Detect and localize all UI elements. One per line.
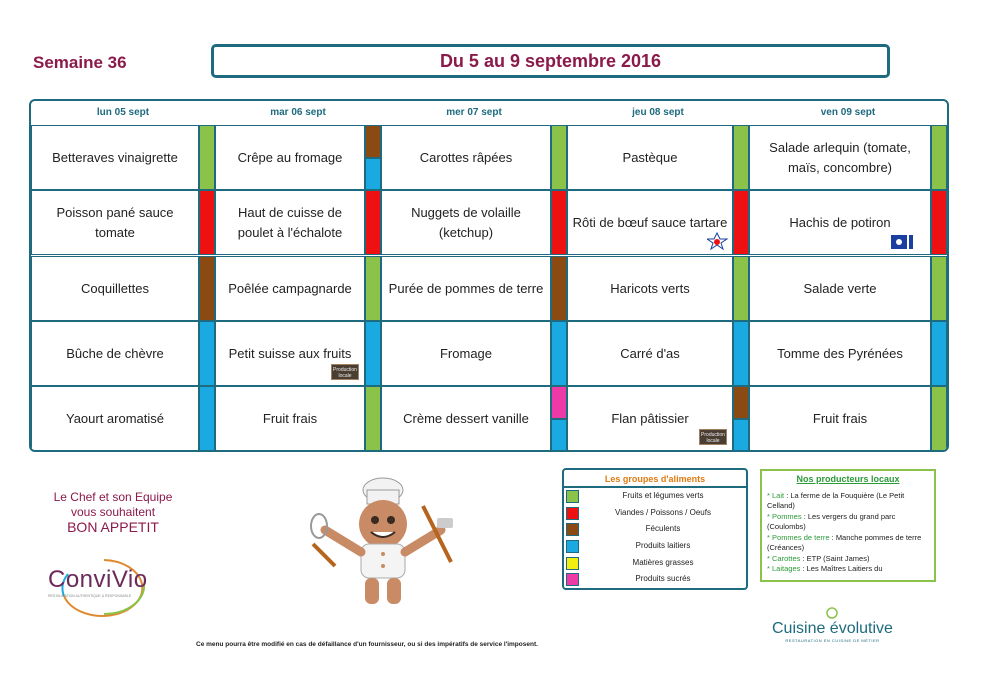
convivio-tagline: RESTAURATION AUTHENTIQUE & RESPONSABLE [48,594,132,598]
food-group-strip-vegetables [365,386,381,451]
food-group-strip-meat [365,190,381,255]
menu-item-label: Fruit frais [812,410,868,426]
producer-product: Laitages [772,564,801,573]
origin-label-icon [707,231,729,251]
menu-item-label: Poisson pané sauce tomate [56,205,174,240]
food-group-strip-meat [733,190,749,255]
menu-item [31,256,199,321]
legend-label: Viandes / Poissons / Oeufs [615,507,711,517]
day-header: mer 07 sept [446,107,502,118]
production-locale-badge: Production locale [699,429,727,445]
producer-item [767,554,929,565]
legend-swatch [566,490,579,503]
legend-title: Les groupes d'aliments [564,470,746,488]
convivio-name: ConviVio [48,566,148,593]
separator: : [800,564,807,573]
menu-item [381,321,551,386]
food-group-strip-dairy [733,321,749,386]
menu-item [381,386,551,451]
menu-item-label: Haricots verts [610,280,690,296]
legend-swatch [566,523,579,536]
legend-label: Féculents [645,524,681,534]
menu-item-label: Flan pâtissier [611,410,689,426]
producer-item [767,564,929,575]
legend-label: Produits laitiers [635,541,691,551]
menu-item-label: Tomme des Pyrénées [777,345,903,361]
menu-item-label: Fromage [439,345,493,361]
legend-label: Fruits et légumes verts [622,491,704,500]
menu-item [215,125,365,190]
food-group-strip-meat [199,190,215,255]
menu-item-label: Poêlée campagnarde [228,280,352,296]
food-group-strip-starches [365,125,381,158]
menu-item [215,190,365,255]
menu-item-label: Carré d'as [620,345,680,361]
food-group-strip-starches [199,256,215,321]
producer-item [767,512,929,533]
producer-name: Les vergers du grand parc (Coulombs) [767,511,896,531]
menu-item [215,386,365,451]
date-range-title: Du 5 au 9 septembre 2016 [211,44,890,78]
menu-item [567,125,733,190]
food-group-strip-dairy [365,158,381,191]
bullet-icon: * [767,511,773,521]
day-header: mar 06 sept [270,107,326,118]
chef-greeting-line3: BON APPETIT [67,519,159,535]
chef-greeting [38,490,188,535]
legend-item [564,488,746,505]
separator: : [801,511,808,521]
producer-name: ETP (Saint James) [806,553,870,563]
menu-item-label: Petit suisse aux fruits [228,345,352,361]
cuisine-evolutive-logo [772,606,893,643]
menu-item [749,321,931,386]
menu-item [31,190,199,255]
food-group-strip-starches [733,386,749,419]
food-group-strip-dairy [931,321,947,386]
bullet-icon: * [767,553,773,563]
menu-item-label: Rôti de bœuf sauce tartare [572,214,728,230]
menu-item-label: Bûche de chèvre [66,345,164,361]
food-group-strip-vegetables [931,256,947,321]
producer-name: Manche pommes de terre (Créances) [767,532,922,552]
chef-mascot-icon [305,466,460,608]
origin-label-icon [891,231,913,251]
menu-item-label: Hachis de potiron [789,214,891,230]
legend-label: Produits sucrés [635,574,691,584]
menu-item-label: Coquillettes [81,280,149,296]
food-group-strip-meat [931,190,947,255]
menu-item-label: Salade arlequin (tomate, maïs, concombre) [769,140,911,175]
menu-item-label: Carottes râpées [419,149,513,165]
legend-label: Matières grasses [632,557,694,567]
food-group-strip-vegetables [199,125,215,190]
food-groups-legend [562,468,748,590]
day-header: lun 05 sept [96,107,150,118]
food-group-strip-dairy [551,321,567,386]
legend-item [564,505,746,522]
food-group-strip-meat [551,190,567,255]
menu-item [381,190,551,255]
producer-item [767,533,929,554]
menu-item [31,386,199,451]
food-group-strip-dairy [199,321,215,386]
separator: : [784,490,791,500]
footer-note: Ce menu pourra être modifié en cas de défaillance d'un fournisseur, ou si des impératifs de service l'imposent. [196,641,538,648]
food-group-strip-starches [551,256,567,321]
producer-item [767,491,929,512]
bullet-icon: * [767,532,773,542]
legend-swatch [566,507,579,520]
menu-item [749,386,931,451]
menu-item-label: Pastèque [622,149,678,165]
food-group-strip-dairy [199,386,215,451]
bullet-icon: * [767,564,773,573]
menu-item [381,256,551,321]
producers-title: Nos producteurs locaux [796,474,900,484]
legend-item [564,538,746,555]
production-locale-badge: Production locale [331,364,359,380]
menu-item-label: Salade verte [803,280,877,296]
producer-product: Lait [772,490,785,500]
menu-item [31,321,199,386]
convivio-logo [48,566,148,598]
bullet-icon: * [767,490,773,500]
food-group-strip-vegetables [931,386,947,451]
producer-product: Pommes [772,511,802,521]
menu-item-label: Crêpe au fromage [237,149,343,165]
producer-name: La ferme de la Fouquière (Le Petit Celland) [767,490,905,510]
food-group-strip-dairy [733,419,749,452]
cuisine-tagline: RESTAURATION EN CUISINE DE MÉTIER [785,638,880,643]
menu-item [31,125,199,190]
menu-item [749,125,931,190]
food-group-strip-vegetables [733,125,749,190]
food-group-strip-dairy [365,321,381,386]
chef-greeting-line1: Le Chef et son Equipe [53,490,173,504]
week-label: Semaine 36 [33,53,127,72]
food-group-strip-vegetables [365,256,381,321]
menu-item-label: Yaourt aromatisé [65,410,165,426]
menu-item-label: Betteraves vinaigrette [52,149,178,165]
cuisine-leaf-icon [817,606,847,620]
legend-swatch [566,557,579,570]
menu-item [567,321,733,386]
menu-item-label: Haut de cuisse de poulet à l'échalote [237,205,343,240]
food-group-strip-vegetables [733,256,749,321]
menu-item-label: Fruit frais [262,410,318,426]
menu-item [215,256,365,321]
chef-greeting-line2: vous souhaitent [70,505,156,519]
legend-item [564,571,746,588]
legend-item [564,555,746,572]
local-producers-box [760,469,936,582]
menu-item-label: Purée de pommes de terre [388,280,544,296]
separator: : [829,532,836,542]
weekly-menu-table [29,99,949,452]
producer-product: Carottes [772,553,801,563]
menu-item [749,256,931,321]
legend-swatch [566,573,579,586]
producer-name: Les Maîtres Laitiers du [806,564,883,573]
producer-product: Pommes de terre [772,532,830,542]
menu-item-label: Nuggets de volaille (ketchup) [411,205,521,240]
menu-item [567,256,733,321]
legend-swatch [566,540,579,553]
food-group-strip-dairy [551,419,567,452]
food-group-strip-vegetables [931,125,947,190]
food-group-strip-vegetables [551,125,567,190]
day-header: jeu 08 sept [632,107,684,118]
menu-item-label: Crème dessert vanille [403,410,529,426]
separator: : [800,553,807,563]
menu-item [381,125,551,190]
day-header: ven 09 sept [820,107,876,118]
cuisine-name: Cuisine évolutive [772,620,893,637]
legend-item [564,521,746,538]
food-group-strip-sweets [551,386,567,419]
